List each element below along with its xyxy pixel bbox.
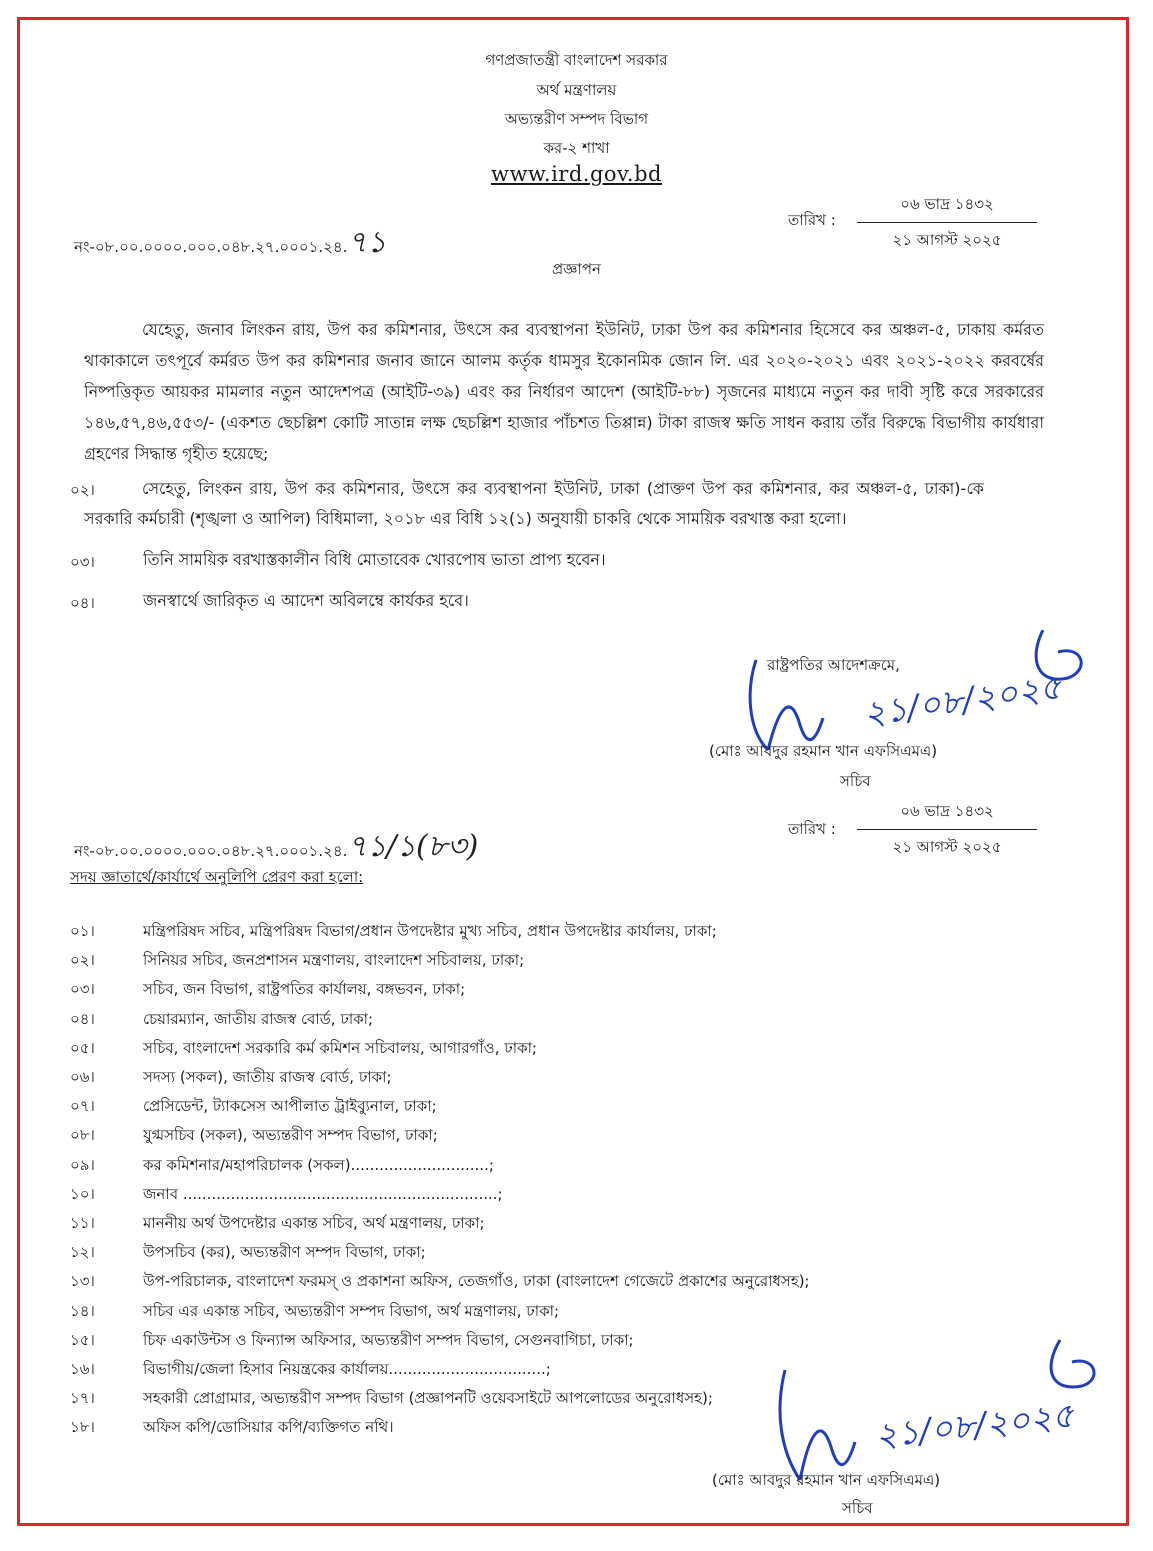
recipient-text: প্রেসিডেন্ট, ট্যাকসেস আপীলাত ট্রাইব্যুনাল, ঢাকা;	[143, 1097, 437, 1116]
point-text: সেহেতু, লিংকন রায়, উপ কর কমিশনার, উৎসে কর ব্যবস্থাপনা ইউনিট, ঢাকা (প্রাক্তণ উপ কর কমিশনার, কর অঞ্চল-৫, ঢাকা)-কে সরকারি কর্মচারী (শৃঙ্খলা ও আপিল) বিধিমালা, ২০১৮ এর বিধি ১২(১) অনুযায়ী চাকরি থেকে সাময়িক বরখাস্ত করা হলো।	[84, 479, 984, 528]
point-number: ০২।	[70, 481, 95, 499]
document-title: প্রজ্ঞাপন	[551, 260, 602, 278]
recipient-text: সদস্য (সকল), জাতীয় রাজস্ব বোর্ড, ঢাকা;	[143, 1068, 392, 1086]
website-link[interactable]: www.ird.gov.bd	[490, 162, 662, 186]
recipient-text: যুগ্মসচিব (সকল), অভ্যন্তরীণ সম্পদ বিভাগ, ঢাকা;	[143, 1126, 438, 1145]
recipient-number: ১১।	[70, 1214, 95, 1232]
recipient-text: সহকারী প্রোগ্রামার, অভ্যন্তরীণ সম্পদ বিভাগ (প্রজ্ঞাপনটি ওয়েবসাইটে আপলোডের অনুরোধসহ);	[143, 1389, 713, 1408]
recipient-text: উপসচিব (কর), অভ্যন্তরীণ সম্পদ বিভাগ, ঢাকা;	[143, 1243, 426, 1262]
signature-2-date: ২১/০৮/২০২৫	[873, 1395, 1076, 1457]
recipient-text: জনাব ..................................................................;	[143, 1184, 503, 1203]
recipient-number: ১৭।	[70, 1389, 95, 1408]
recipient-number: ১২।	[70, 1243, 95, 1262]
recipient-number: ১৩।	[70, 1272, 95, 1291]
recipient-text: সিনিয়র সচিব, জনপ্রশাসন মন্ত্রণালয়, বাংলাদেশ সচিবালয়, ঢাকা;	[143, 951, 525, 970]
recipient-number: ১৫।	[70, 1330, 95, 1349]
date-label: তারিখ :	[788, 211, 836, 229]
date-bangla: ০৬ ভাদ্র ১৪৩২	[900, 195, 994, 213]
recipient-number: ০৪।	[70, 1009, 95, 1028]
memo-number-text: নং-০৮.০০.০০০০.০০০.০৪৮.২৭.০০০১.২৪.	[74, 238, 348, 256]
signature-1-date: ২১/০৮/২০২৫	[860, 667, 1065, 735]
memo2-number-text: নং-০৮.০০.০০০০.০০০.০৪৮.২৭.০০০১.২৪.	[74, 842, 348, 860]
ministry-name: অর্থ মন্ত্রণালয়	[536, 81, 617, 99]
recipient-text: মাননীয় অর্থ উপদেষ্টার একান্ত সচিব, অর্থ মন্ত্রণালয়, ঢাকা;	[143, 1214, 485, 1232]
date2-divider	[857, 829, 1037, 830]
signatory-designation: সচিব	[840, 772, 871, 790]
point-text: তিনি সাময়িক বরখাস্তকালীন বিধি মোতাবেক খোরপোষ ভাতা প্রাপ্য হবেন।	[143, 550, 606, 569]
date2-label: তারিখ :	[788, 820, 836, 838]
recipient-text: অফিস কপি/ডোসিয়ার কপি/ব্যক্তিগত নথি।	[143, 1418, 394, 1437]
recipient-number: ০৭।	[70, 1097, 95, 1116]
date2-english: ২১ আগস্ট ২০২৫	[892, 838, 1002, 856]
memo2-handwritten-number: ৭১/১(৮৩)	[347, 829, 479, 864]
recipient-text: চিফ একাউন্টস ও ফিন্যান্স অফিসার, অভ্যন্তরীণ সম্পদ বিভাগ, সেগুনবাগিচা, ঢাকা;	[143, 1330, 634, 1349]
division-name: অভ্যন্তরীণ সম্পদ বিভাগ	[504, 110, 649, 128]
recipient-number: ০৩।	[70, 980, 95, 999]
point-number: ০৪।	[70, 594, 95, 612]
date-english: ২১ আগস্ট ২০২৫	[892, 231, 1002, 249]
recipient-text: মন্ত্রিপরিষদ সচিব, মন্ত্রিপরিষদ বিভাগ/প্রধান উপদেষ্টার মুখ্য সচিব, প্রধান উপদেষ্টার কার্যালয়, ঢাকা;	[143, 922, 717, 940]
recipient-text: চেয়ারম্যান, জাতীয় রাজস্ব বোর্ড, ঢাকা;	[143, 1009, 374, 1028]
branch-name: কর-২ শাখা	[543, 139, 610, 157]
signatory-name: (মোঃ আবদুর রহমান খান এফসিএমএ)	[709, 742, 938, 760]
recipient-text: সচিব, জন বিভাগ, রাষ্ট্রপতির কার্যালয়, বঙ্গভবন, ঢাকা;	[143, 980, 466, 999]
recipient-number: ০৫।	[70, 1038, 95, 1057]
signatory2-designation: সচিব	[842, 1499, 873, 1517]
recipient-number: ০২।	[70, 951, 95, 970]
order-line: রাষ্ট্রপতির আদেশক্রমে,	[767, 656, 900, 674]
recipient-text: সচিব, বাংলাদেশ সরকারি কর্ম কমিশন সচিবালয়, আগারগাঁও, ঢাকা;	[143, 1038, 537, 1057]
date2-block	[857, 800, 1037, 861]
recipient-number: ০৯।	[70, 1155, 95, 1174]
recipient-text: উপ-পরিচালক, বাংলাদেশ ফরমস্ ও প্রকাশনা অফিস, তেজগাঁও, ঢাকা (বাংলাদেশ গেজেটে প্রকাশের অনুরোধসহ);	[143, 1272, 810, 1291]
recipient-number: ০৮।	[70, 1126, 95, 1145]
memo-handwritten-number: ৭১	[347, 225, 387, 260]
recipient-number: ০১।	[70, 922, 95, 940]
recipient-number: ১৮।	[70, 1418, 95, 1437]
point-text: জনস্বার্থে জারিকৃত এ আদেশ অবিলম্বে কার্যকর হবে।	[143, 591, 469, 610]
recipient-number: ০৬।	[70, 1068, 95, 1086]
point-number: ০৩।	[70, 553, 95, 571]
copy-heading: সদয় জ্ঞাতার্থে/কার্যার্থে অনুলিপি প্রেরণ করা হলো:	[70, 868, 364, 886]
recipient-number: ১৪।	[70, 1301, 95, 1320]
recipient-text: সচিব এর একান্ত সচিব, অভ্যন্তরীণ সম্পদ বিভাগ, অর্থ মন্ত্রণালয়, ঢাকা;	[143, 1301, 560, 1320]
government-name: গণপ্রজাতন্ত্রী বাংলাদেশ সরকার	[485, 51, 668, 69]
recipient-text: বিভাগীয়/জেলা হিসাব নিয়ন্ত্রকের কার্যালয়.................................;	[143, 1360, 551, 1378]
recipient-text: কর কমিশনার/মহাপরিচালক (সকল).............................;	[143, 1155, 494, 1174]
date-divider	[857, 222, 1037, 223]
main-paragraph: যেহেতু, জনাব লিংকন রায়, উপ কর কমিশনার, উৎসে কর ব্যবস্থাপনা ইউনিট, ঢাকা উপ কর কমিশনার হিসেবে কর অঞ্চল-৫, ঢাকায় কর্মরত থাকাকালে তৎপূর্বে কর্মরত উপ কর কমিশনার জনাব জানে আলম কর্তৃক ধামসুর ইকোনমিক জোন লি. এর ২০২০-২০২১ এবং ২০২১-২০২২ করবর্ষের নিষ্পত্তিকৃত আয়কর মামলার নতুন আদেশপত্র (আইটি-৩৯) এবং কর নির্ধারণ আদেশ (আইটি-৮৮) সৃজনের মাধ্যমে নতুন কর দাবী সৃষ্টি করে সরকারের ১৪৬,৫৭,৪৬,৫৫৩/- (একশত ছেচল্লিশ কোটি সাতান্ন লক্ষ ছেচল্লিশ হাজার পাঁচশত তিপ্পান্ন) টাকা রাজস্ব ক্ষতি সাধন করায় তাঁর বিরুদ্ধে বিভাগীয় কার্যধারা গ্রহণের সিদ্ধান্ত গৃহীত হয়েছে;	[84, 320, 1044, 463]
signatory2-name: (মোঃ আবদুর রহমান খান এফসিএমএ)	[712, 1471, 941, 1489]
recipient-number: ১৬।	[70, 1360, 95, 1378]
recipient-number: ১০।	[70, 1184, 95, 1203]
date-block	[857, 193, 1037, 254]
date2-bangla: ০৬ ভাদ্র ১৪৩২	[900, 802, 994, 820]
